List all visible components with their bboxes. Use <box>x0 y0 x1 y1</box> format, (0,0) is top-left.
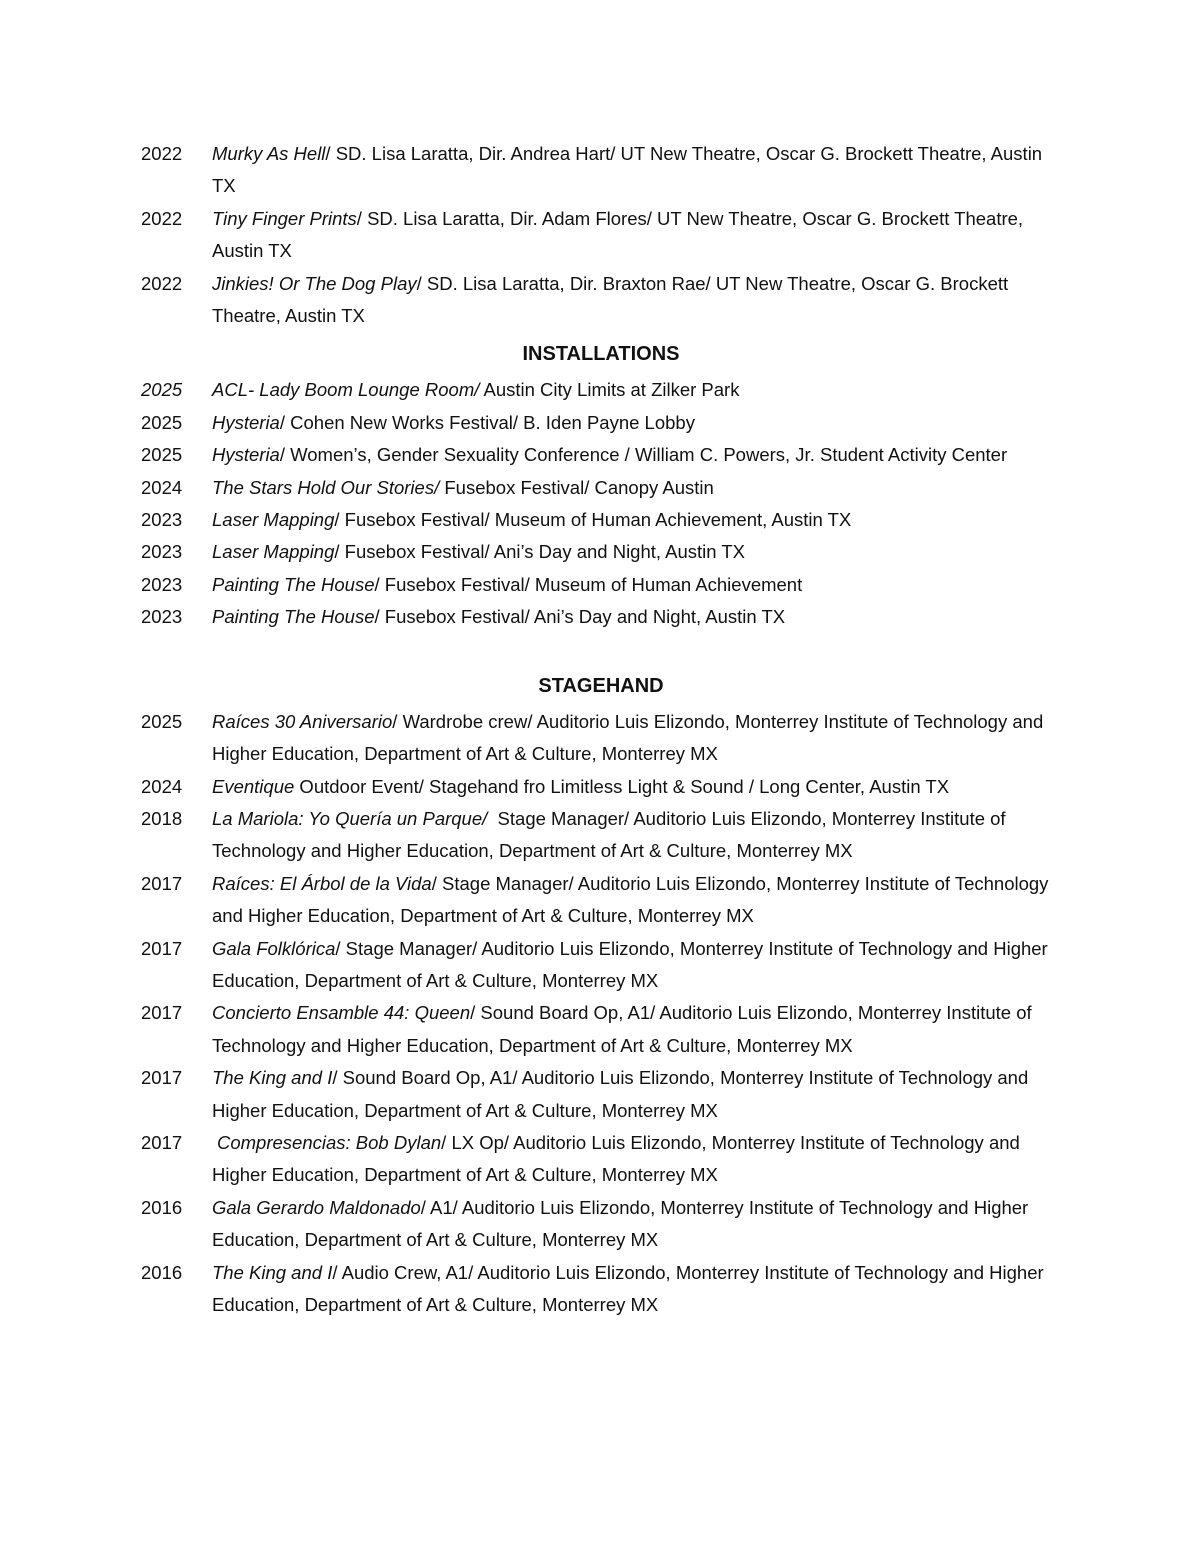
entry-details: / SD. Lisa Laratta, Dir. Braxton Rae/ UT New Theatre, Oscar G. Brockett Theatre, Austin TX <box>212 272 1009 327</box>
entry-year: 2017 <box>141 1067 183 1089</box>
entry-text <box>212 536 1061 568</box>
entry-year: 2025 <box>141 411 183 433</box>
entry-title: Laser Mapping <box>212 509 335 531</box>
entry-details: / Fusebox Festival/ Ani’s Day and Night, Austin TX <box>374 606 786 628</box>
entry-details: / A1/ Auditorio Luis Elizondo, Monterrey Institute of Technology and Higher Education, Department of Art & Culture, Monterrey MX <box>212 1196 1029 1251</box>
entry-title: Jinkies! Or The Dog Play <box>212 272 417 294</box>
entry-year: 2024 <box>141 476 183 498</box>
entry-title: Tiny Finger Prints <box>212 207 357 229</box>
entry-title: Eventique <box>212 775 295 797</box>
entry-year: 2023 <box>141 606 183 628</box>
entry-title: Painting The House <box>212 606 375 628</box>
entry-year: 2023 <box>141 573 183 595</box>
entry-year: 2023 <box>141 541 183 563</box>
entry-title: Compresencias: Bob Dylan <box>217 1131 442 1153</box>
entry-details: / Stage Manager/ Auditorio Luis Elizondo, Monterrey Institute of Technology and Higher Education, Department of Art & Culture, Monterrey MX <box>212 872 1049 927</box>
list-item <box>141 1127 1061 1192</box>
installations-entries <box>141 374 1061 633</box>
list-item <box>141 771 1061 803</box>
list-item <box>141 1257 1061 1322</box>
entry-text <box>212 803 1061 868</box>
list-item <box>141 268 1061 333</box>
list-item <box>141 1062 1061 1127</box>
entry-text <box>212 1127 1061 1192</box>
entry-title: Murky As Hell <box>212 143 326 164</box>
entry-year: 2025 <box>141 444 183 466</box>
entry-title: Laser Mapping <box>212 541 335 563</box>
entry-year: 2025 <box>141 710 183 732</box>
list-item <box>141 1192 1061 1257</box>
entry-text <box>212 771 1061 803</box>
entry-text <box>212 569 1061 601</box>
entry-title: Hysteria <box>212 411 280 433</box>
resume-content <box>141 138 1061 1321</box>
entry-title: Hysteria <box>212 444 280 466</box>
entry-text <box>212 439 1061 471</box>
list-item <box>141 536 1061 568</box>
entry-title: The King and I <box>212 1067 333 1089</box>
entry-text <box>212 601 1061 633</box>
list-item <box>141 439 1061 471</box>
entry-title: Concierto Ensamble 44: Queen <box>212 1002 471 1024</box>
entry-year: 2017 <box>141 1002 183 1024</box>
entry-year: 2023 <box>141 509 183 531</box>
entry-text <box>212 933 1061 998</box>
entry-details: / SD. Lisa Laratta, Dir. Andrea Hart/ UT New Theatre, Oscar G. Brockett Theatre, Austin TX <box>212 143 1043 197</box>
list-item <box>141 997 1061 1062</box>
installations-heading: INSTALLATIONS <box>522 343 680 366</box>
entry-year: 2018 <box>141 807 183 829</box>
entry-year: 2022 <box>141 143 183 164</box>
entry-text <box>212 868 1061 933</box>
entry-year: 2016 <box>141 1196 183 1218</box>
list-item <box>141 407 1061 439</box>
entry-details: Austin City Limits at Zilker Park <box>479 379 740 401</box>
list-item <box>141 803 1061 868</box>
list-item <box>141 374 1061 406</box>
entry-title: Raíces 30 Aniversario <box>212 710 393 732</box>
entry-details: / Sound Board Op, A1/ Auditorio Luis Elizondo, Monterrey Institute of Technology and Higher Education, Department of Art & Culture, Monterrey MX <box>212 1002 1032 1056</box>
entry-year: 2017 <box>141 872 183 894</box>
entry-text <box>212 138 1061 203</box>
stagehand-entries <box>141 706 1061 1322</box>
entry-text <box>212 1192 1061 1257</box>
entry-details: / Women’s, Gender Sexuality Conference / William C. Powers, Jr. Student Activity Center <box>279 444 1008 466</box>
entry-details: / LX Op/ Auditorio Luis Elizondo, Monterrey Institute of Technology and Higher Education, Department of Art & Culture, Monterrey MX <box>212 1131 1020 1186</box>
entry-title: Painting The House <box>212 573 375 595</box>
list-item <box>141 472 1061 504</box>
entry-details: Outdoor Event/ Stagehand fro Limitless Light & Sound / Long Center, Austin TX <box>294 775 950 797</box>
entry-title: La Mariola: Yo Quería un Parque/ <box>212 807 488 829</box>
entry-title: The Stars Hold Our Stories/ <box>212 476 440 498</box>
list-item <box>141 138 1061 203</box>
entry-year: 2022 <box>141 272 183 294</box>
entry-details: / Sound Board Op, A1/ Auditorio Luis Elizondo, Monterrey Institute of Technology and Higher Education, Department of Art & Culture, Monterrey MX <box>212 1067 1029 1121</box>
entry-year: 2025 <box>141 379 183 401</box>
entry-year: 2017 <box>141 1131 183 1153</box>
entry-details: / Fusebox Festival/ Museum of Human Achievement <box>374 573 803 595</box>
entry-title: ACL- Lady Boom Lounge Room/ <box>212 379 480 401</box>
entry-text <box>212 997 1061 1062</box>
entry-text <box>212 504 1061 536</box>
entry-text <box>212 268 1061 333</box>
entry-title: Raíces: El Árbol de la Vida <box>212 872 432 894</box>
list-item <box>141 203 1061 268</box>
entry-text <box>212 472 1061 504</box>
entry-details: / Stage Manager/ Auditorio Luis Elizondo, Monterrey Institute of Technology and Higher Education, Department of Art & Culture, Monterrey MX <box>212 937 1048 991</box>
theatre-entries <box>141 138 1061 332</box>
entry-text <box>212 1257 1061 1322</box>
stagehand-heading: STAGEHAND <box>538 674 664 697</box>
entry-details: / Fusebox Festival/ Ani’s Day and Night, Austin TX <box>334 541 746 563</box>
entry-text <box>212 407 1061 439</box>
list-item <box>141 504 1061 536</box>
entry-details: / Audio Crew, A1/ Auditorio Luis Elizondo, Monterrey Institute of Technology and Higher Education, Department of Art & Culture, Monterrey MX <box>212 1261 1044 1315</box>
entry-text <box>212 374 1061 406</box>
entry-details: Fusebox Festival/ Canopy Austin <box>439 476 714 498</box>
entry-title: Gala Gerardo Maldonado <box>212 1196 421 1218</box>
entry-details: Stage Manager/ Auditorio Luis Elizondo, Monterrey Institute of Technology and Higher Education, Department of Art & Culture, Monterrey MX <box>212 807 1011 862</box>
section-spacer <box>141 634 1061 664</box>
entry-year: 2016 <box>141 1261 183 1283</box>
entry-details: / Fusebox Festival/ Museum of Human Achievement, Austin TX <box>334 509 852 531</box>
list-item <box>141 933 1061 998</box>
list-item <box>141 868 1061 933</box>
list-item <box>141 601 1061 633</box>
entry-text <box>212 1062 1061 1127</box>
entry-details: / Cohen New Works Festival/ B. Iden Payne Lobby <box>279 411 695 433</box>
entry-text <box>212 706 1061 771</box>
list-item <box>141 569 1061 601</box>
list-item <box>141 706 1061 771</box>
entry-text <box>212 203 1061 268</box>
entry-year: 2017 <box>141 937 183 959</box>
entry-details: / Wardrobe crew/ Auditorio Luis Elizondo, Monterrey Institute of Technology and Higher Education, Department of Art & Culture, Monterrey MX <box>212 710 1044 765</box>
entry-details: / SD. Lisa Laratta, Dir. Adam Flores/ UT New Theatre, Oscar G. Brockett Theatre, Austin TX <box>212 207 1024 262</box>
entry-title: Gala Folklórica <box>212 937 336 959</box>
entry-year: 2024 <box>141 775 183 797</box>
entry-year: 2022 <box>141 207 183 229</box>
entry-title: The King and I <box>212 1261 333 1283</box>
